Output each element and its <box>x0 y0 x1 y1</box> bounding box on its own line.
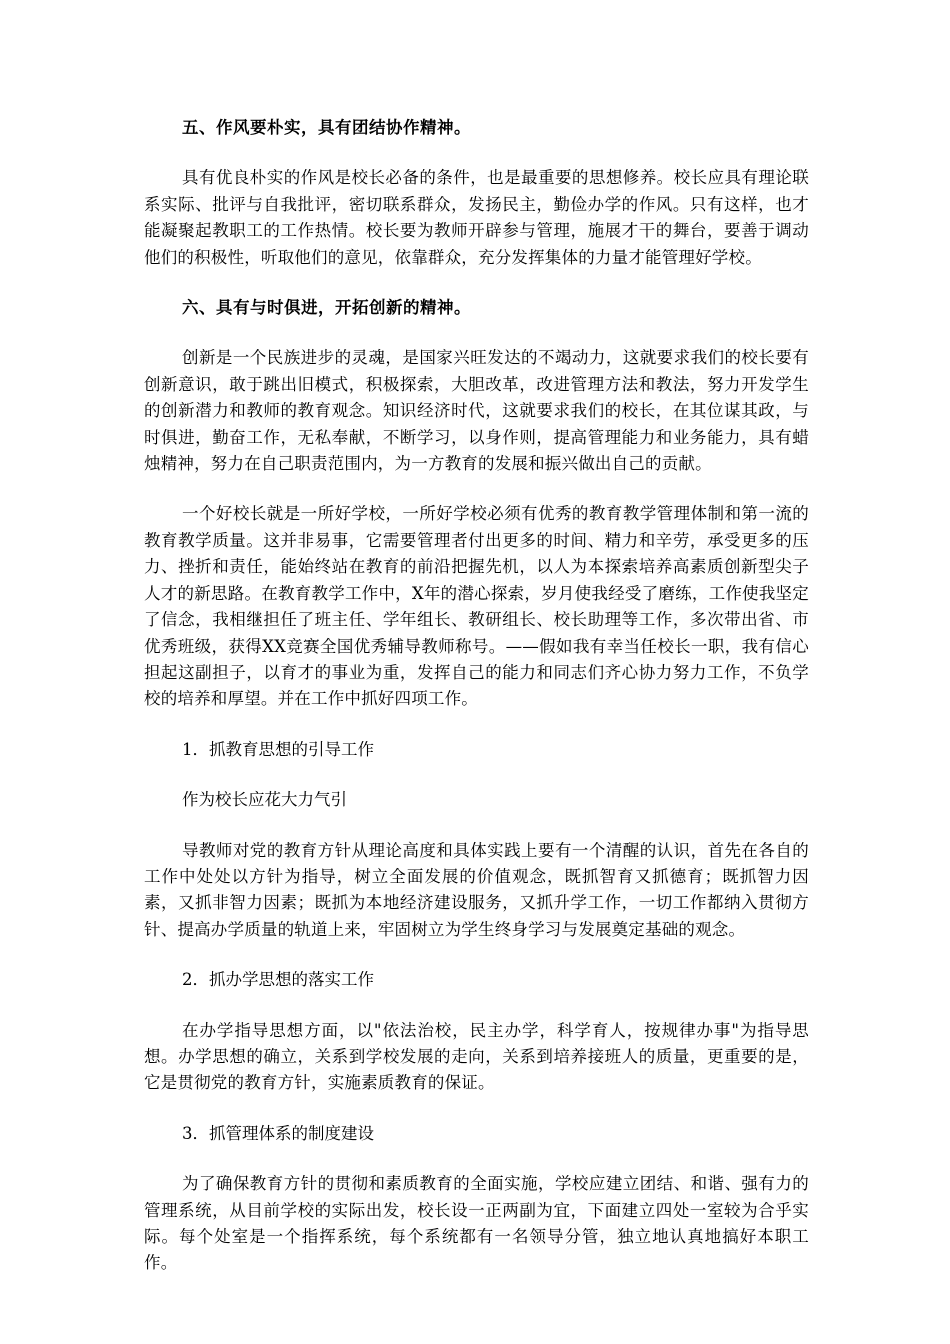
paragraph: 在办学指导思想方面，以"依法治校，民主办学，科学育人，按规律办事"为指导思想。办学思想的确立，关系到学校发展的走向，关系到培养接班人的质量，更重要的是，它是贯彻党的教育方针，实施素质教育的保证。 <box>144 1020 809 1093</box>
section-heading-6: 六、具有与时俱进，开拓创新的精神。 <box>182 298 471 318</box>
paragraph-lead: 作为校长应花大力气引 <box>182 790 347 810</box>
section-heading-5: 五、作风要朴实，具有团结协作精神。 <box>182 118 471 137</box>
list-item-3: 3．抓管理体系的制度建设 <box>182 1123 374 1143</box>
paragraph: 具有优良朴实的作风是校长必备的条件，也是最重要的思想修养。校长应具有理论联系实际、批评与自我批评，密切联系群众，发扬民主，勤俭办学的作风。只有这样，也才能凝聚起教职工的工作热情。校长要为教师开辟参与管理，施展才干的舞台，要善于调动他们的积极性，听取他们的意见，依靠群众，充分发挥集体的力量才能管理好学校。 <box>144 168 809 267</box>
document-page <box>144 115 809 1301</box>
paragraph: 创新是一个民族进步的灵魂，是国家兴旺发达的不竭动力，这就要求我们的校长要有创新意识，敢于跳出旧模式，积极探索，大胆改革，改进管理方法和教法，努力开发学生的创新潜力和教师的教育观念。知识经济时代，这就要求我们的校长，在其位谋其政，与时俱进，勤奋工作，无私奉献，不断学习，以身作则，提高管理能力和业务能力，具有蜡烛精神，努力在自己职责范围内，为一方教育的发展和振兴做出自己的贡献。 <box>144 348 809 474</box>
paragraph: 为了确保教育方针的贯彻和素质教育的全面实施，学校应建立团结、和谐、强有力的管理系统，从目前学校的实际出发，校长设一正两副为宜，下面建立四处一室较为合乎实际。每个处室是一个指挥系统，每个系统都有一名领导分管，独立地认真地搞好本职工作。 <box>144 1174 809 1273</box>
list-item-2: 2．抓办学思想的落实工作 <box>182 970 374 990</box>
paragraph: 一个好校长就是一所好学校，一所好学校必须有优秀的教育教学管理体制和第一流的教育教学质量。这并非易事，它需要管理者付出更多的时间、精力和辛劳，承受更多的压力、挫折和责任，能始终站在教育的前沿把握先机，以人为本探索培养高素质创新型尖子人才的新思路。在教育教学工作中，X年的潜心探索，岁月使我经受了磨练，工作使我坚定了信念，我相继担任了班主任、学年组长、教研组长、校长助理等工作，多次带出省、市优秀班级，获得XX竞赛全国优秀辅导教师称号。——假如我有幸当任校长一职，我有信心担起这副担子，以育才的事业为重，发挥自己的能力和同志们齐心协力努力工作，不负学校的培养和厚望。并在工作中抓好四项工作。 <box>144 504 809 709</box>
paragraph: 导教师对党的教育方针从理论高度和具体实践上要有一个清醒的认识，首先在各自的工作中处处以方针为指导，树立全面发展的价值观念，既抓智育又抓德育；既抓智力因素，又抓非智力因素；既抓为本地经济建设服务，又抓升学工作，一切工作都纳入贯彻方针、提高办学质量的轨道上来，牢固树立为学生终身学习与发展奠定基础的观念。 <box>144 840 809 939</box>
list-item-1: 1．抓教育思想的引导工作 <box>182 739 374 759</box>
